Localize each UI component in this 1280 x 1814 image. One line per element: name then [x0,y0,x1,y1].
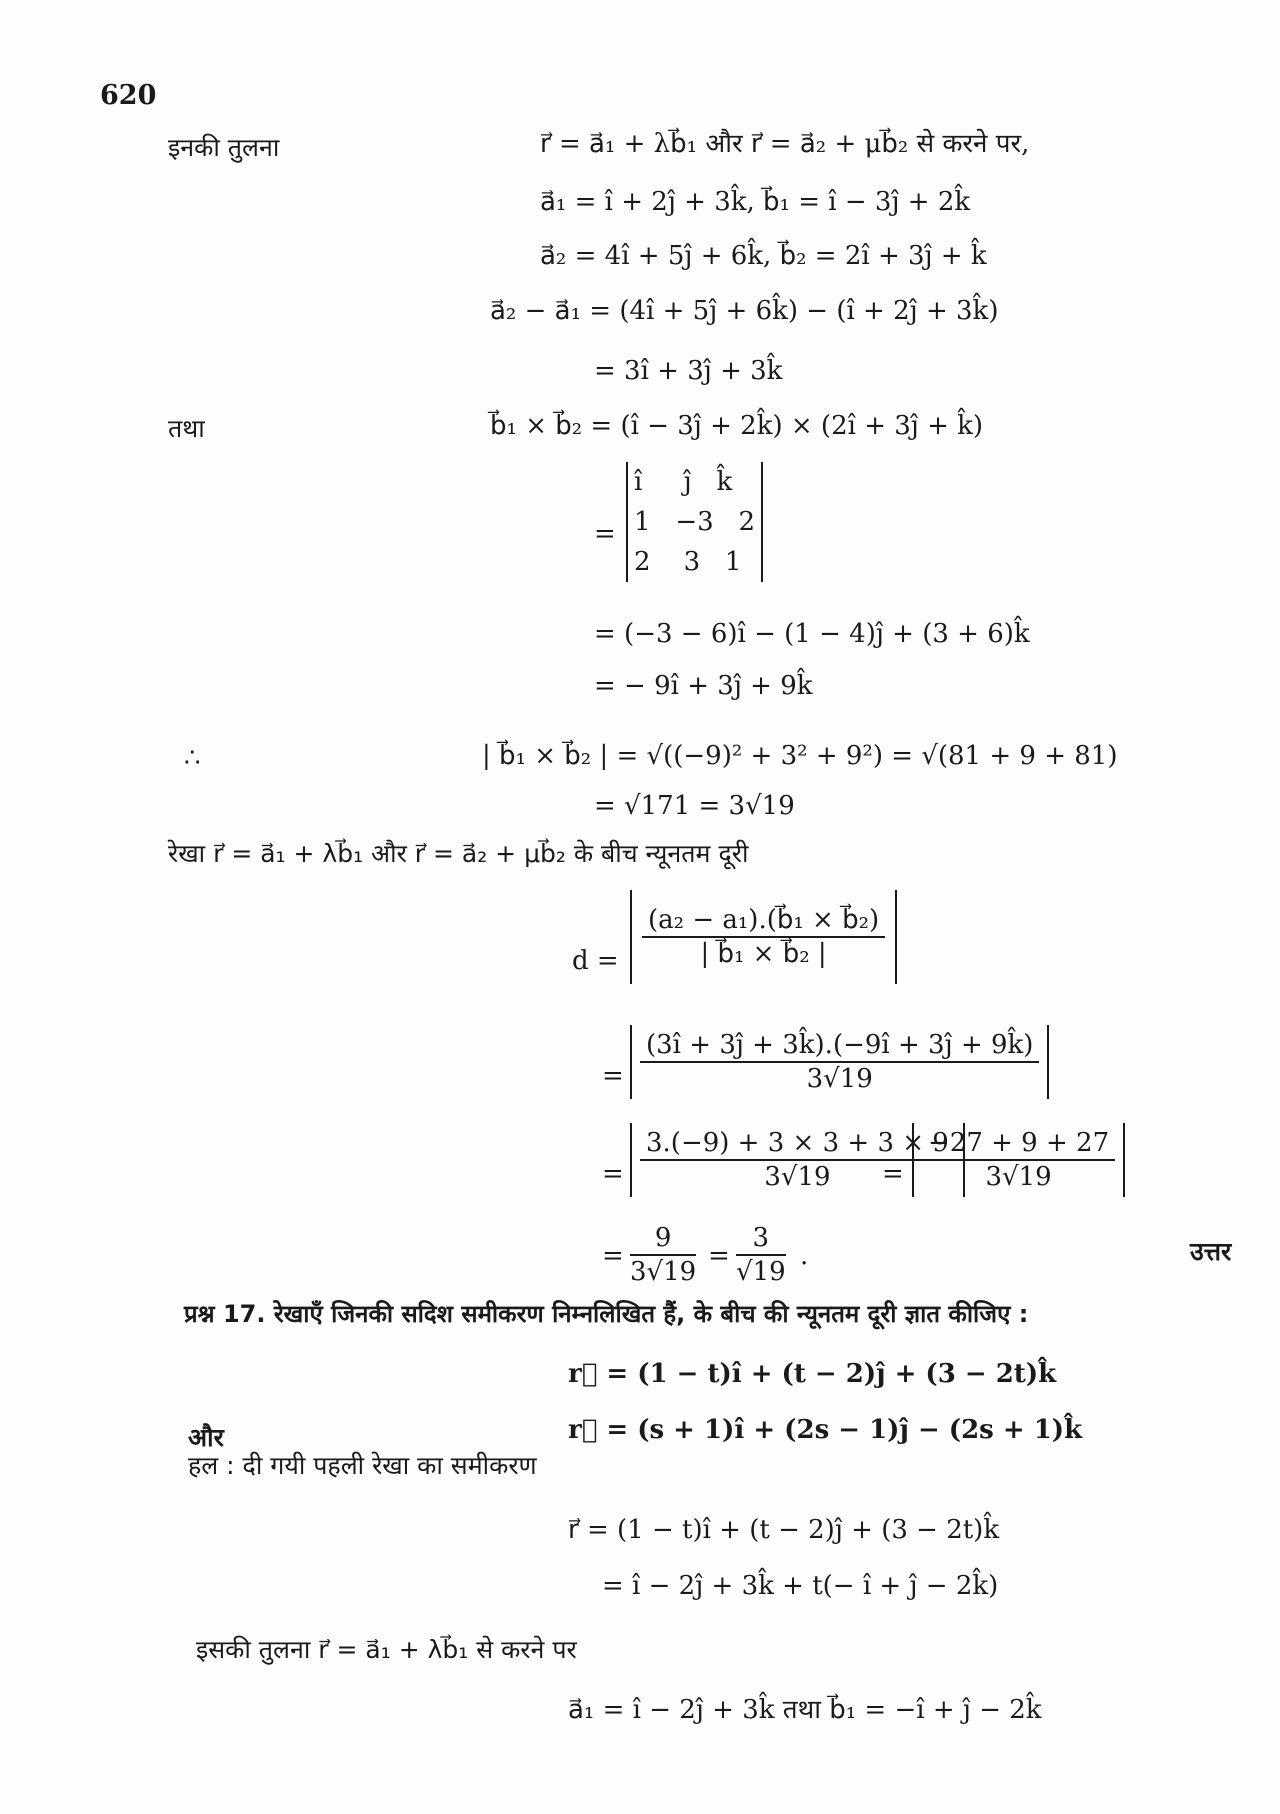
determinant [626,462,763,582]
solution-heading: हल : दी गयी पहली रेखा का समीकरण [188,1451,537,1480]
equation-line: r⃗ = a⃗₁ + λb⃗₁ और r⃗ = a⃗₂ + μb⃗₂ से करने पर, [540,129,1030,159]
comparison-label: इनकी तुलना [168,133,280,162]
period: . [800,1241,809,1271]
fraction-denominator: | b⃗₁ × b⃗₂ | [700,939,827,969]
equation-line: b⃗₁ × b⃗₂ = (î − 3ĵ + 2k̂) × (2î + 3ĵ + k̂) [490,411,984,441]
equation-line: = − 9î + 3ĵ + 9k̂ [594,671,813,701]
fraction-denominator: 3√19 [985,1162,1052,1192]
equals-sign: = [602,1061,624,1091]
fraction-denominator: 3√19 [806,1064,873,1094]
distance-formula [630,890,897,984]
equation-line: a⃗₂ = 4î + 5ĵ + 6k̂, b⃗₂ = 2î + 3ĵ + k̂ [540,241,987,271]
fraction-denominator: 3√19 [764,1162,831,1192]
equals-sign: = [602,1241,624,1271]
d-label: d = [572,946,619,976]
equation-line: a⃗₂ − a⃗₁ = (4î + 5ĵ + 6k̂) − (î + 2ĵ + 3k̂) [490,296,999,326]
equation-line: | b⃗₁ × b⃗₂ | = √((−9)² + 3² + 9²) = √(81 + 9 + 81) [482,741,1118,771]
fraction-numerator: 9 [630,1222,696,1256]
fraction-denominator: 3√19 [630,1257,697,1287]
fraction-numerator: 3 [736,1222,786,1256]
fraction-step [630,1222,696,1288]
and-label: तथा [168,414,205,443]
equals-sign: = [882,1159,904,1189]
fraction-step [912,1123,1125,1197]
fraction-numerator: (3î + 3ĵ + 3k̂).(−9î + 3ĵ + 9k̂) [640,1029,1039,1063]
equation-line: = √171 = 3√19 [594,791,795,821]
determinant-row: 2 3 1 [634,547,742,577]
fraction-numerator: 3.(−9) + 3 × 3 + 3 × 9 [640,1127,955,1161]
question-17: प्रश्न 17. रेखाएँ जिनकी सदिश समीकरण निम्नलिखित हैं, के बीच की न्यूनतम दूरी ज्ञात कीजिए : [184,1300,1029,1328]
fraction-denominator: √19 [736,1257,786,1287]
fraction-step [736,1222,786,1288]
equation-line: = î − 2ĵ + 3k̂ + t(− î + ĵ − 2k̂) [602,1571,999,1601]
equals-sign: = [602,1159,624,1189]
equation-line: a⃗₁ = î − 2ĵ + 3k̂ तथा b⃗₁ = −î + ĵ − 2k̂ [568,1695,1042,1725]
fraction-numerator: (a₂ − a₁).(b⃗₁ × b⃗₂) [642,904,885,938]
determinant-equals: = [594,519,616,549]
equation-line: r⃗ = (1 − t)î + (t − 2)ĵ + (3 − 2t)k̂ [568,1515,1000,1545]
page-number: 620 [100,80,157,111]
equation-line: = (−3 − 6)î − (1 − 4)ĵ + (3 + 6)k̂ [594,619,1030,649]
text-line: इसकी तुलना r⃗ = a⃗₁ + λb⃗₁ से करने पर [196,1635,577,1664]
equation-line: r⃗ = (s + 1)î + (2s − 1)ĵ − (2s + 1)k̂ [568,1415,1083,1445]
determinant-row: 1 −3 2 [634,507,755,537]
equation-line: a⃗₁ = î + 2ĵ + 3k̂, b⃗₁ = î − 3ĵ + 2k̂ [540,187,971,217]
fraction-numerator: −27 + 9 + 27 [922,1127,1115,1161]
equals-sign: = [708,1241,730,1271]
determinant-row: î ĵ k̂ [634,467,733,497]
fraction-step [630,1025,1049,1099]
answer-label: उत्तर [1190,1237,1232,1266]
therefore-symbol: ∴ [184,743,201,773]
equation-line: = 3î + 3ĵ + 3k̂ [594,356,783,386]
text-line: रेखा r⃗ = a⃗₁ + λb⃗₁ और r⃗ = a⃗₂ + μb⃗₂ के बीच न्यूनतम दूरी [168,839,749,868]
and-label: और [188,1423,224,1452]
equation-line: r⃗ = (1 − t)î + (t − 2)ĵ + (3 − 2t)k̂ [568,1359,1057,1389]
